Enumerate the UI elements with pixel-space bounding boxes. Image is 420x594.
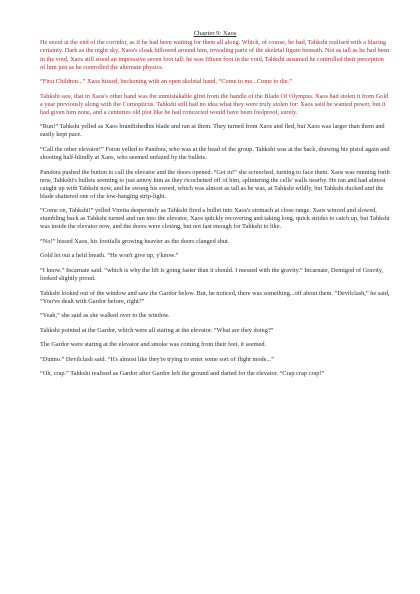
chapter-title: Chapter 9: Xaos — [193, 30, 237, 37]
paragraph-8: “No!” hissed Xaos, his footfalls growing heavier as the doors clanged shut. — [40, 237, 230, 245]
paragraph-9: Gold let out a held breath. “He won't give up, y'know.” — [40, 252, 179, 260]
paragraph-5: “Call the other elevator!” Foton yelled to Pandora, who was at the head of the group. Tahkshi was at the back, drawing his pistol again and shooting half-blindly at Xaos, who seemed unfazed by the bullets. — [40, 145, 390, 161]
paragraph-4: “Run!” Tahkshi yelled as Xaos brandishedhis blade and ran at them. They turned from Xaos and fled, but Xaos was larger than them and easily kept pace. — [40, 123, 385, 139]
paragraph-13: Tahkshi pointed at the Gardor, which were all staring at the elevator. “What are they doing?” — [40, 326, 274, 334]
document-page — [40, 30, 390, 385]
paragraph-3: Tahkshi saw, that in Xaos's other hand was the unmistakable glint from the handle of the Blade Of Olympus. Xaos had stolen it from Gold a year previously along with the Cornopticus. Tahkshi still had no idea what they were truly stolen for: Xaos said he wanted power, but it had given him none, and a centuries old plot like he had concocted would have been foolproof, surely. — [40, 92, 389, 116]
paragraph-11: Tahkshi looked out of the window and saw the Gardor below. But, he noticed, there was something...off about them. “Devilclash,” he said, “You've dealt with Gardor before, right?” — [40, 289, 390, 305]
paragraph-7: “Come on, Tahkshi!” yelled Viretta desperately as Tahkshi fired a bullet into Xaos's stomach at close range. Xaos winced and slowed, stumbling back as Tahkshi turned and ran into the elevator, Xaos quickly recovering and taking long, quick strides to catch up, but Tahkshi was inside the elevator now, and the doors were closing, but not fast enough for Tahkshi to like. — [40, 207, 390, 231]
paragraph-15: “Dunno.” Devilclash said. “It's almost like they're trying to enter some sort of flight mode...” — [40, 355, 274, 363]
paragraph-10: “I know.” Incarnate said. “which is why the lift is going faster than it should. I messed with the gravity.” Incarnate, Demigod of Gravity, looked slightly proud. — [40, 266, 384, 282]
paragraph-12: “Yeah,” she said as she walked over to the window. — [40, 312, 170, 320]
paragraph-2: “First Children...” Xaos hissed, beckoning with an open skeletal hand, “Come to me...Come to die.” — [40, 78, 292, 86]
paragraph-1: He stood at the end of the corridor, as if he had been waiting for them all along. Which, of course, he had, Tahkshi realised with a blazing certainty. Dark as the night sky, Xaos's cloak billowed around him, revealing parts of the skeletal figure beneath. Not as tall as he had been in the void, Xaos still stood an impressive seven foot tall: he was fifteen foot in the void, Tahkshi assumed he controlled their perception of him just as he controlled the alternate physics. — [40, 39, 390, 71]
paragraph-16: “Oh, crap.” Tahkshi realised as Gardor after Gardor left the ground and darted for the elevator. “Crap crap crap!” — [40, 370, 325, 378]
paragraph-6: Pandora pushed the button to call the elevator and the doors opened. “Get in!” she screeched, turning to face them. Xaos was running forth now, Tahkshi's bullets seeming to just annoy him as they ricochetted off of him, splintering the cells' walls nearby. He ran and had almost caught up with Tahkshi now, and he swung his sword, which was almost as tall as he was, at Tahkshi wildly, but Tahkshi ducked and the blade shattered one of the low-hanging strip-light. — [40, 168, 390, 200]
paragraph-14: The Gardor were staring at the elevator and smoke was coming from their feet, it seemed. — [40, 341, 267, 349]
